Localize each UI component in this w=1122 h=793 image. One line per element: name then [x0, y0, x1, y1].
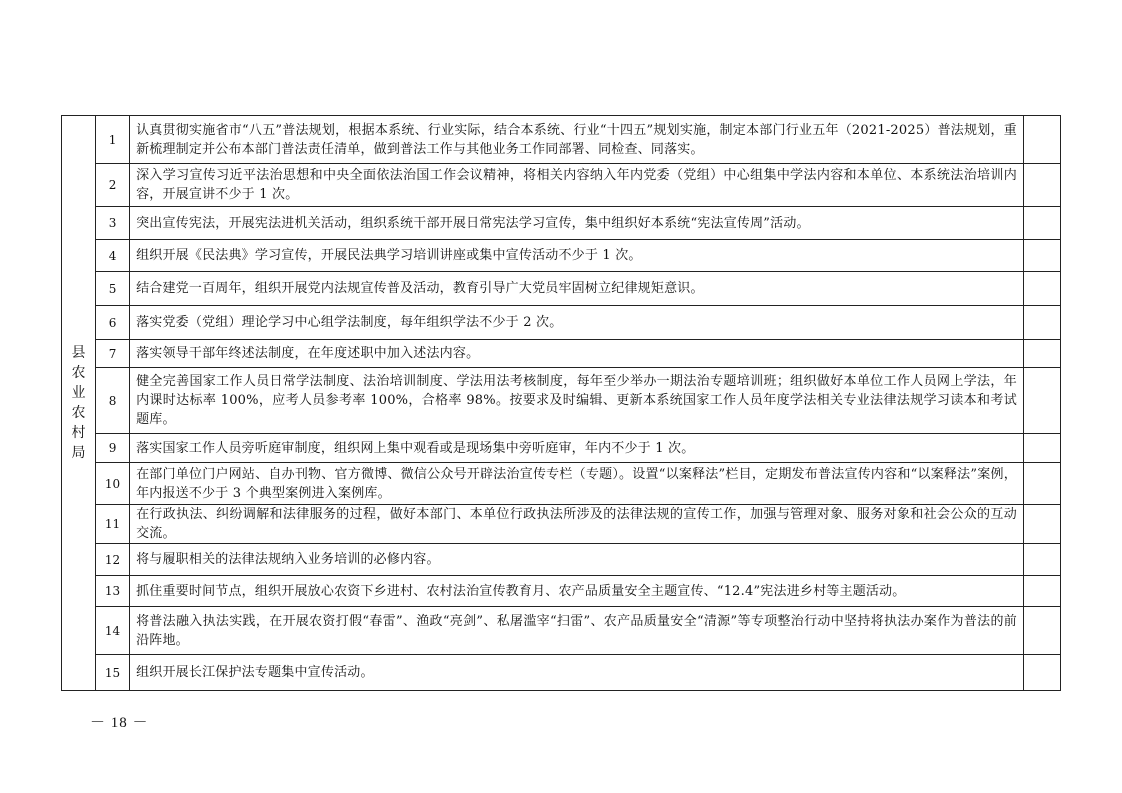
row-number: 12: [96, 544, 130, 576]
row-number: 15: [96, 655, 130, 691]
row-number: 1: [96, 116, 130, 164]
remarks-cell: [1023, 272, 1060, 306]
remarks-cell: [1023, 116, 1060, 164]
table-row: [62, 368, 1061, 434]
remarks-cell: [1023, 576, 1060, 607]
row-content: 组织开展《民法典》学习宣传，开展民法典学习培训讲座或集中宣传活动不少于 1 次。: [130, 240, 1024, 272]
row-content: 健全完善国家工作人员日常学法制度、法治培训制度、学法用法考核制度，每年至少举办一期法治专题培训班；组织做好本单位工作人员网上学法，年内课时达标率 100%，应考人员参考率 100%，合格率 98%。按要求及时编辑、更新本系统国家工作人员年度学法相关专业法律法规学习读本和考试题库。: [130, 368, 1024, 434]
row-number: 5: [96, 272, 130, 306]
table-row: [62, 272, 1061, 306]
remarks-cell: [1023, 164, 1060, 207]
row-content: 落实党委（党组）理论学习中心组学法制度，每年组织学法不少于 2 次。: [130, 306, 1024, 340]
row-content: 在行政执法、纠纷调解和法律服务的过程，做好本部门、本单位行政执法所涉及的法律法规的宣传工作，加强与管理对象、服务对象和社会公众的互动交流。: [130, 505, 1024, 544]
row-number: 4: [96, 240, 130, 272]
row-number: 11: [96, 505, 130, 544]
remarks-cell: [1023, 340, 1060, 368]
row-content: 落实国家工作人员旁听庭审制度，组织网上集中观看或是现场集中旁听庭审，年内不少于 1 次。: [130, 434, 1024, 463]
table-row: [62, 544, 1061, 576]
row-number: 3: [96, 207, 130, 240]
table-row: [62, 655, 1061, 691]
row-content: 认真贯彻实施省市“八五”普法规划，根据本系统、行业实际，结合本系统、行业“十四五”规划实施，制定本部门行业五年（2021-2025）普法规划，重新梳理制定并公布本部门普法责任清单，做到普法工作与其他业务工作同部署、同检查、同落实。: [130, 116, 1024, 164]
row-number: 14: [96, 607, 130, 655]
page-number: － 18 －: [90, 715, 149, 731]
table-row: [62, 207, 1061, 240]
row-number: 7: [96, 340, 130, 368]
remarks-cell: [1023, 607, 1060, 655]
unit-name: 县农业农村局: [71, 345, 86, 461]
table-row: [62, 240, 1061, 272]
table-row: [62, 164, 1061, 207]
table-row: [62, 505, 1061, 544]
remarks-cell: [1023, 505, 1060, 544]
row-content: 组织开展长江保护法专题集中宣传活动。: [130, 655, 1024, 691]
remarks-cell: [1023, 240, 1060, 272]
table-row: [62, 340, 1061, 368]
remarks-cell: [1023, 368, 1060, 434]
table-row: [62, 576, 1061, 607]
unit-cell: [62, 116, 96, 691]
table-row: [62, 434, 1061, 463]
remarks-cell: [1023, 207, 1060, 240]
row-number: 9: [96, 434, 130, 463]
remarks-cell: [1023, 434, 1060, 463]
table-row: [62, 463, 1061, 505]
row-number: 6: [96, 306, 130, 340]
remarks-cell: [1023, 544, 1060, 576]
row-number: 2: [96, 164, 130, 207]
row-content: 结合建党一百周年，组织开展党内法规宣传普及活动，教育引导广大党员牢固树立纪律规矩意识。: [130, 272, 1024, 306]
remarks-cell: [1023, 463, 1060, 505]
row-content: 抓住重要时间节点，组织开展放心农资下乡进村、农村法治宣传教育月、农产品质量安全主题宣传、“12.4”宪法进乡村等主题活动。: [130, 576, 1024, 607]
table-row: [62, 306, 1061, 340]
row-content: 将与履职相关的法律法规纳入业务培训的必修内容。: [130, 544, 1024, 576]
row-content: 在部门单位门户网站、自办刊物、官方微博、微信公众号开辟法治宣传专栏（专题）。设置“以案释法”栏目，定期发布普法宣传内容和“以案释法”案例，年内报送不少于 3 个典型案例进入案例库。: [130, 463, 1024, 505]
row-number: 10: [96, 463, 130, 505]
row-content: 深入学习宣传习近平法治思想和中央全面依法治国工作会议精神，将相关内容纳入年内党委（党组）中心组集中学法内容和本单位、本系统法治培训内容，开展宣讲不少于 1 次。: [130, 164, 1024, 207]
task-table: [61, 115, 1061, 691]
remarks-cell: [1023, 306, 1060, 340]
remarks-cell: [1023, 655, 1060, 691]
row-content: 将普法融入执法实践，在开展农资打假“春雷”、渔政“亮剑”、私屠滥宰“扫雷”、农产品质量安全“清源”等专项整治行动中坚持将执法办案作为普法的前沿阵地。: [130, 607, 1024, 655]
row-content: 突出宣传宪法，开展宪法进机关活动，组织系统干部开展日常宪法学习宣传，集中组织好本系统“宪法宣传周”活动。: [130, 207, 1024, 240]
row-number: 8: [96, 368, 130, 434]
table-row: [62, 607, 1061, 655]
table-row: [62, 116, 1061, 164]
row-number: 13: [96, 576, 130, 607]
row-content: 落实领导干部年终述法制度，在年度述职中加入述法内容。: [130, 340, 1024, 368]
